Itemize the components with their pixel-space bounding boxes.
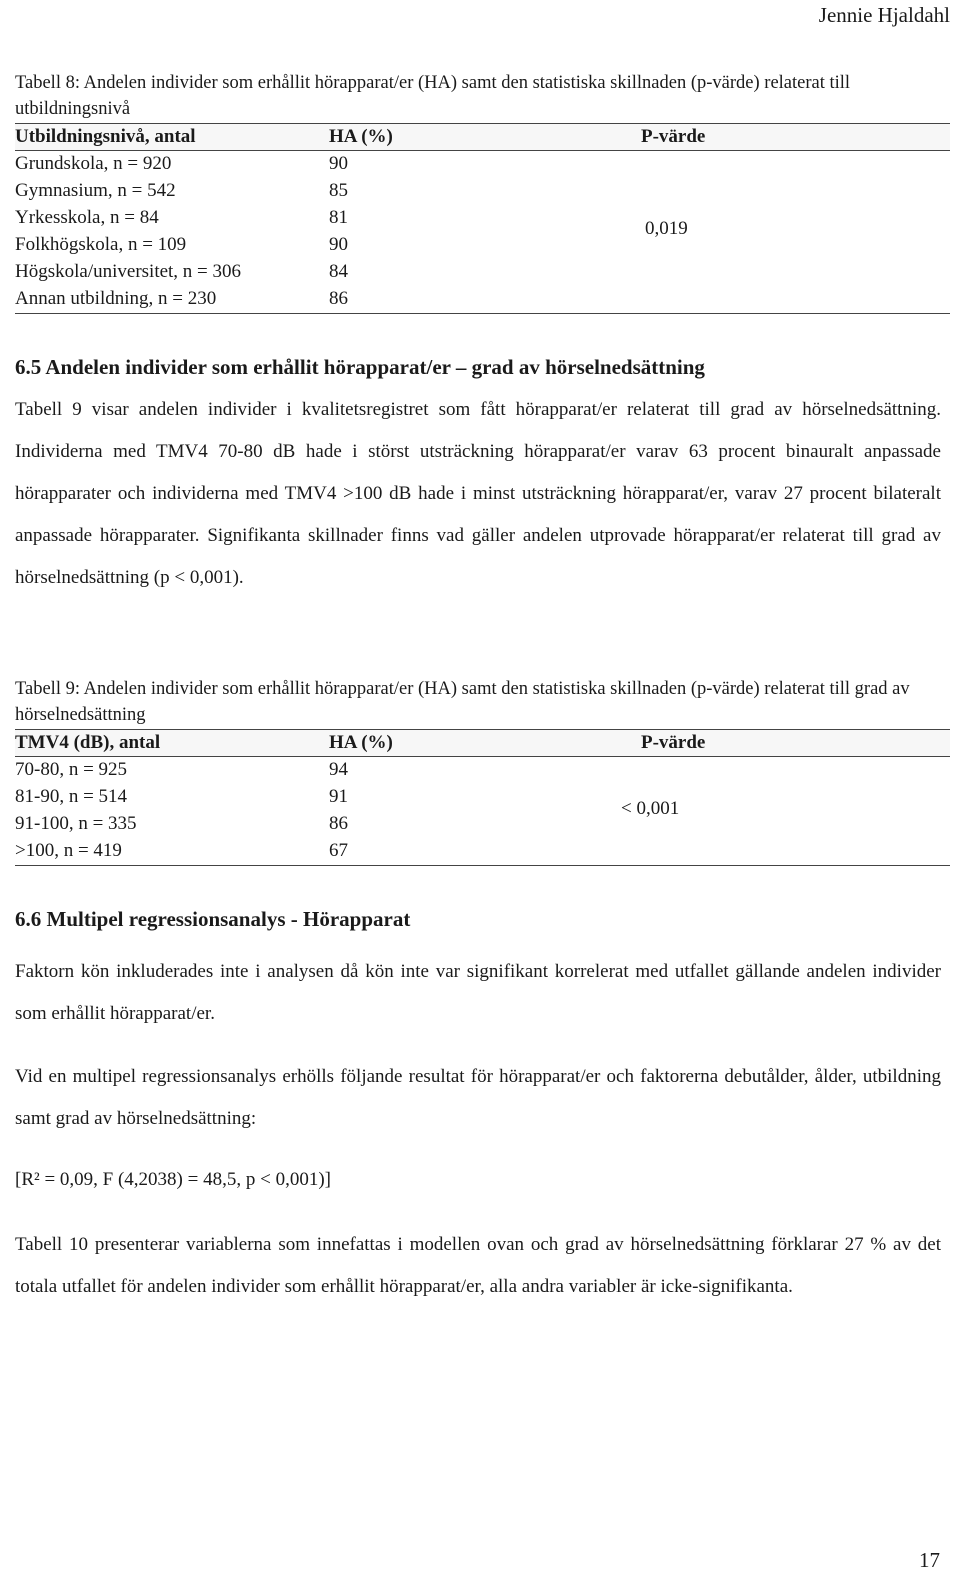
table8-header [15, 123, 950, 151]
header-author: Jennie Hjaldahl [818, 3, 950, 27]
row-label: >100, n = 419 [15, 840, 122, 861]
row-label: 70-80, n = 925 [15, 759, 128, 780]
row-ha: 91 [329, 786, 348, 807]
section-6-5-heading: 6.5 Andelen individer som erhållit hörapparat/er – grad av hörselnedsättning [15, 355, 705, 379]
table9-p-value: < 0,001 [621, 798, 680, 819]
table9-header [15, 729, 950, 757]
row-ha: 90 [329, 153, 348, 174]
table8-p-value: 0,019 [645, 218, 688, 239]
table-row [15, 177, 950, 204]
table-row [15, 258, 950, 285]
table-row [15, 756, 950, 783]
row-label: Annan utbildning, n = 230 [15, 288, 217, 309]
table8-col-ha: HA (%) [329, 126, 393, 147]
table9-caption: Tabell 9: Andelen individer som erhållit hörapparat/er (HA) samt den statistiska skillnaden (p-värde) relaterat till grad av hörselnedsättning [15, 679, 910, 725]
table-row [15, 837, 950, 864]
table9-col-tmv4: TMV4 (dB), antal [15, 732, 161, 753]
section-6-5-paragraph: Tabell 9 visar andelen individer i kvalitetsregistret som fått hörapparat/er relaterat till grad av hörselnedsättning. Individerna med TMV4 70-80 dB hade i störst utsträckning hörapparat/er varav 63 procent binauralt anpassade hörapparater och individerna med TMV4 >100 dB hade i minst utsträckning hörapparat/er, varav 27 procent bilateralt anpassade hörapparater. Signifikanta skillnader finns vad gäller andelen utprovade hörapparat/er relaterat till grad av hörselnedsättning (p < 0,001). [15, 399, 941, 588]
table8-bottom-rule [15, 313, 950, 314]
table9-col-pvalue: P-värde [641, 732, 706, 753]
row-label: Gymnasium, n = 542 [15, 180, 176, 201]
section-6-6-paragraph-1: Faktorn kön inkluderades inte i analysen då kön inte var signifikant korrelerat med utfallet gällande andelen individer som erhållit hörapparat/er. [15, 961, 941, 1024]
regression-formula: [R² = 0,09, F (4,2038) = 48,5, p < 0,001)] [15, 1169, 331, 1190]
row-ha: 67 [329, 840, 348, 861]
table-row [15, 231, 950, 258]
row-ha: 85 [329, 180, 348, 201]
table9-col-ha: HA (%) [329, 732, 393, 753]
row-ha: 84 [329, 261, 348, 282]
table8-col-education: Utbildningsnivå, antal [15, 126, 196, 147]
section-6-6-paragraph-2: Vid en multipel regressionsanalys erhölls följande resultat för hörapparat/er och faktorerna debutålder, ålder, utbildning samt grad av hörselnedsättning: [15, 1066, 941, 1129]
table8-caption: Tabell 8: Andelen individer som erhållit hörapparat/er (HA) samt den statistiska skillnaden (p-värde) relaterat till utbildningsnivå [15, 73, 851, 119]
page-number: 17 [919, 1548, 940, 1572]
row-ha: 86 [329, 288, 348, 309]
row-label: Folkhögskola, n = 109 [15, 234, 187, 255]
table8-col-pvalue: P-värde [641, 126, 706, 147]
table-row [15, 810, 950, 837]
row-ha: 86 [329, 813, 348, 834]
table-row [15, 285, 950, 312]
row-label: Grundskola, n = 920 [15, 153, 172, 174]
row-ha: 81 [329, 207, 348, 228]
table-row [15, 150, 950, 177]
row-ha: 94 [329, 759, 348, 780]
row-label: 81-90, n = 514 [15, 786, 128, 807]
section-6-6-heading: 6.6 Multipel regressionsanalys - Hörapparat [15, 907, 411, 931]
row-label: Yrkesskola, n = 84 [15, 207, 159, 228]
row-ha: 90 [329, 234, 348, 255]
row-label: 91-100, n = 335 [15, 813, 137, 834]
table9-bottom-rule [15, 865, 950, 866]
section-6-6-paragraph-3: Tabell 10 presenterar variablerna som innefattas i modellen ovan och grad av hörselnedsättning förklarar 27 % av det totala utfallet för andelen individer som erhållit hörapparat/er, alla andra variabler är icke-signifikanta. [15, 1234, 941, 1297]
row-label: Högskola/universitet, n = 306 [15, 261, 242, 282]
table-row [15, 783, 950, 810]
table-row [15, 204, 950, 231]
